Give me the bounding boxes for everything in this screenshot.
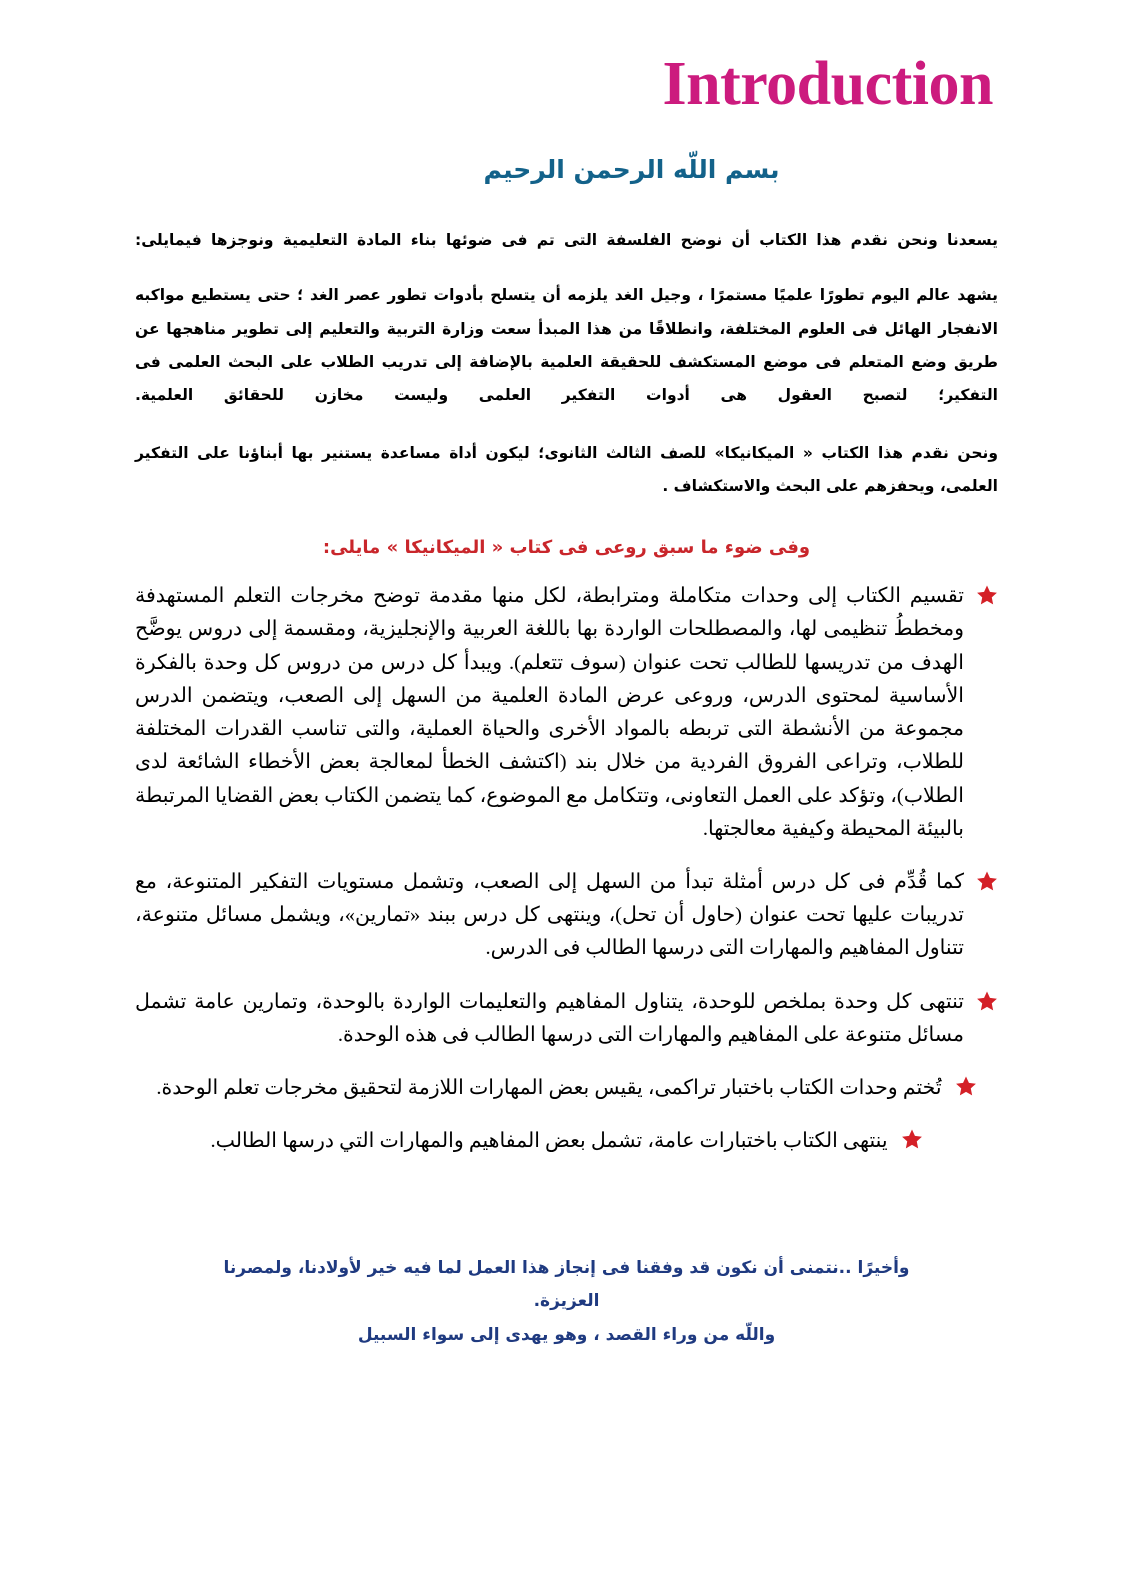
closing-line-1: وأخيرًا ..نتمنى أن نكون قد وفقنا فى إنجاز هذا العمل لما فيه خير لأولادنا، ولمصرنا العزيزة. bbox=[223, 1258, 910, 1312]
list-item-label: تقسيم الكتاب إلى وحدات متكاملة ومترابطة، لكل منها مقدمة توضح مخرجات التعلم المستهدفة ومخططُ تنظيمى لها، والمصطلحات الواردة بها باللغة العربية والإنجليزية، ومقسمة إلى دروس يوضَّح الهدف من تدريسها للطالب تحت عنوان (سوف تتعلم). ويبدأ كل درس من دروس كل وحدة بالفكرة الأساسية لمحتوى الدرس، وروعى عرض المادة العلمية من السهل إلى الصعب، ويتضمن الدرس مجموعة من الأنشطة التى تربطه بالمواد الأخرى والحياة العملية، والتى تناسب القدرات المختلفة للطلاب، وتراعى الفروق الفردية من خلال بند (اكتشف الخطأ لمعالجة بعض الأخطاء الشائعة لدى الطلاب)، وتؤكد على العمل التعاونى، وتتكامل مع الموضوع، كما يتضمن الكتاب بعض القضايا المرتبطة بالبيئة المحيطة وكيفية معالجتها. bbox=[135, 585, 964, 840]
closing-line-2: واللّه من وراء القصد ، وهو يهدى إلى سواء السبيل bbox=[357, 1324, 776, 1345]
list-item-label: تُختم وحدات الكتاب باختبار تراكمى، يقيس بعض المهارات اللازمة لتحقيق مخرجات تعلم الوحدة. bbox=[156, 1076, 942, 1099]
basmala-heading: بسم اللّه الرحمن الرحيم bbox=[483, 155, 780, 185]
closing-block bbox=[135, 1178, 998, 1351]
star-bullet-icon bbox=[955, 1075, 977, 1097]
document-body bbox=[0, 224, 1133, 1352]
list-item bbox=[135, 580, 998, 846]
list-item bbox=[135, 866, 998, 966]
features-list bbox=[135, 558, 998, 1158]
page-title: Introduction bbox=[662, 50, 993, 118]
intro-paragraph-1: يسعدنا ونحن نقدم هذا الكتاب أن نوضح الفلسفة التى تم فى ضوئها بناء المادة التعليمية ونوجزها فيمايلى: bbox=[135, 231, 998, 250]
section-heading-features: وفى ضوء ما سبق روعى فى كتاب « الميكانيكا » مايلى: bbox=[322, 537, 811, 559]
intro-paragraph-3: ونحن نقدم هذا الكتاب « الميكانيكا» للصف الثالث الثانوى؛ ليكون أداة مساعدة يستنير بها أبناؤنا على التفكير العلمى، ويحفزهم على البحث والاستكشاف . bbox=[135, 443, 998, 495]
list-item bbox=[135, 1072, 998, 1105]
intro-paragraph-2: يشهد عالم اليوم تطورًا علميًا مستمرًا ، وجيل الغد يلزمه أن يتسلح بأدوات تطور عصر الغد ؛ حتى يستطيع مواكبه الانفجار الهائل فى العلوم المختلفة، وانطلاقًا من هذا المبدأ سعت وزارة التربية والتعليم إلى تطوير مناهجها عن طريق وضع المتعلم فى موضع المستكشف للحقيقة العلمية بالإضافة إلى تدريب الطلاب على البحث العلمى فى التفكير؛ لتصبح العقول هى أدوات التفكير العلمى وليست مخازن للحقائق العلمية. bbox=[135, 286, 998, 405]
star-bullet-icon bbox=[976, 870, 998, 892]
list-item-label: كما قُدِّم فى كل درس أمثلة تبدأ من السهل إلى الصعب، وتشمل مستويات التفكير المتنوعة، مع تدريبات عليها تحت عنوان (حاول أن تحل)، وينتهى كل درس ببند «تمارين»، ويشمل مسائل متنوعة، تتناول المفاهيم والمهارات التى درسها الطالب فى الدرس. bbox=[135, 870, 964, 960]
list-item bbox=[135, 986, 998, 1052]
star-bullet-icon bbox=[901, 1128, 923, 1150]
star-bullet-icon bbox=[976, 584, 998, 606]
star-bullet-icon bbox=[976, 990, 998, 1012]
list-item bbox=[135, 1125, 998, 1158]
list-item-label: تنتهى كل وحدة بملخص للوحدة، يتناول المفاهيم والتعليمات الواردة بالوحدة، وتمارين عامة تشمل مسائل متنوعة على المفاهيم والمهارات التى درسها الطالب فى هذه الوحدة. bbox=[135, 990, 964, 1046]
list-item-label: ينتهى الكتاب باختبارات عامة، تشمل بعض المفاهيم والمهارات التي درسها الطالب. bbox=[210, 1130, 888, 1153]
